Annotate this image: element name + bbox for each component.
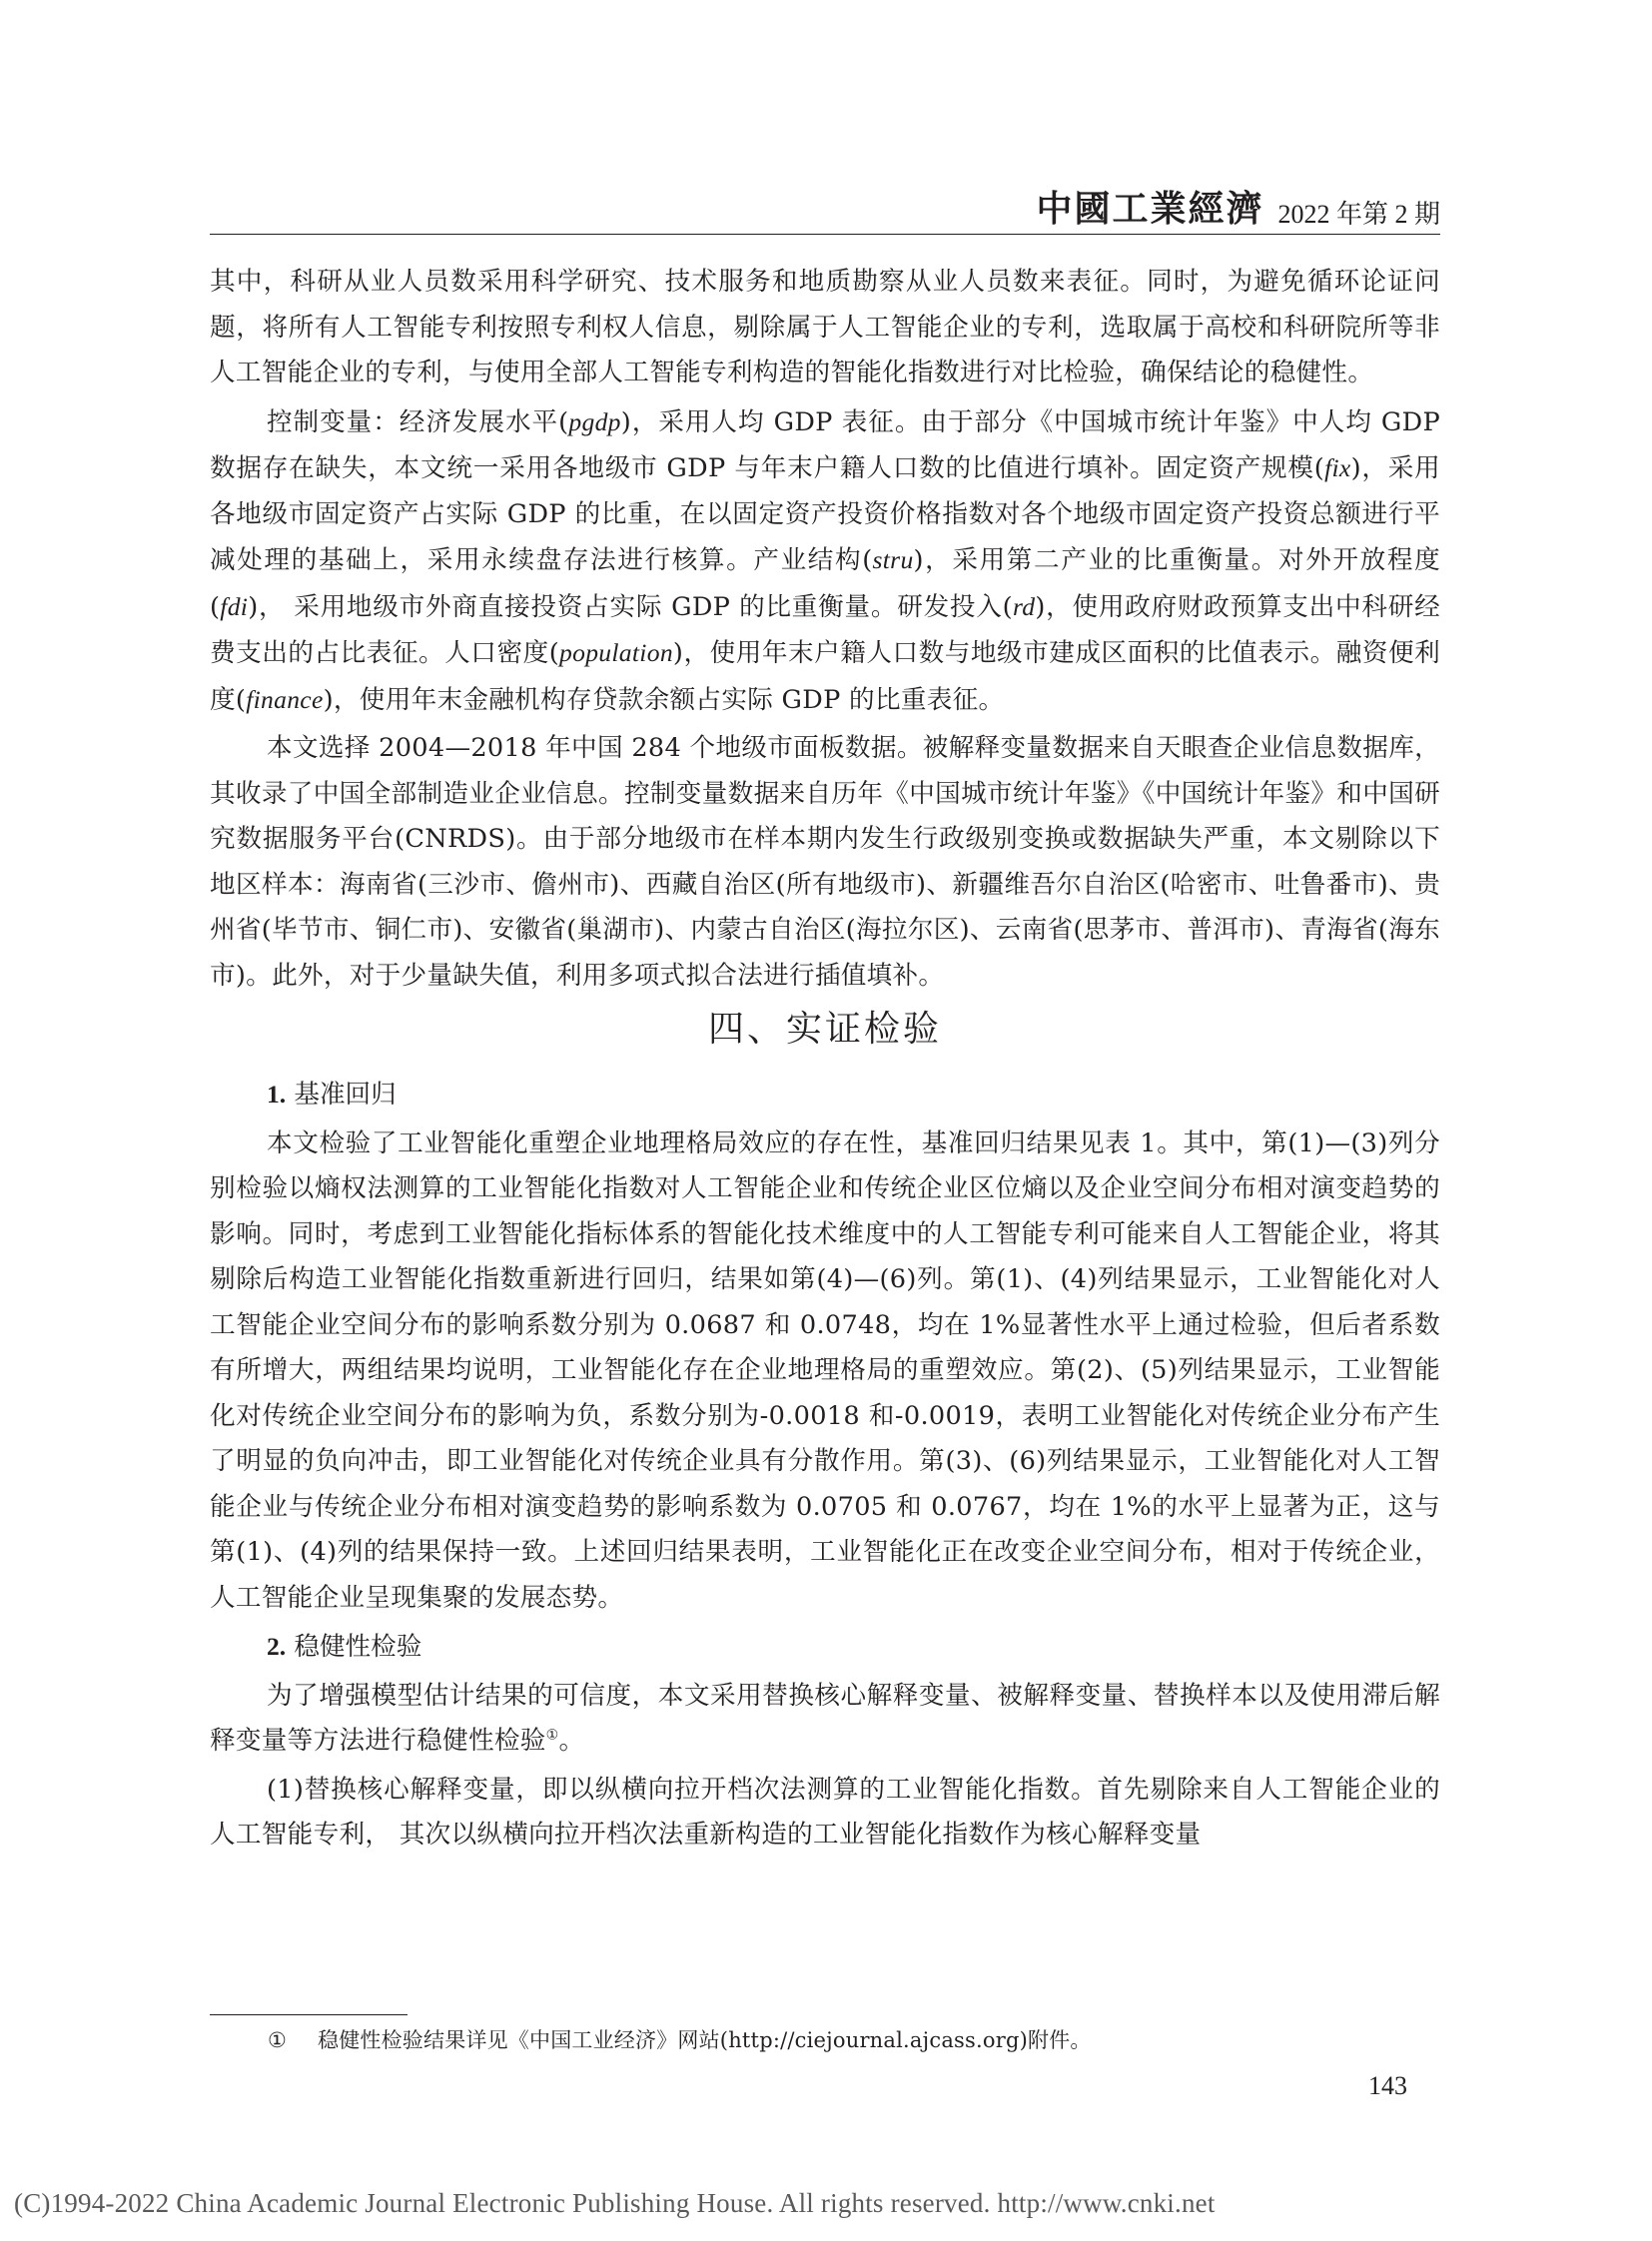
running-header — [210, 186, 1440, 235]
variable-pgdp: pgdp — [568, 406, 621, 436]
variable-fix: fix — [1324, 453, 1351, 482]
variable-stru: stru — [872, 545, 914, 574]
variable-population: population — [559, 638, 673, 667]
paragraph-1: 其中，科研从业人员数采用科学研究、技术服务和地质勘察从业人员数来表征。同时，为避免循环论证问题，将所有人工智能专利按照专利权人信息，剔除属于人工智能企业的专利，选取属于高校和科研院所等非人工智能企业的专利，与使用全部人工智能专利构造的智能化指数进行对比检验，确保结论的稳健性。 — [210, 267, 1440, 387]
footnote-reference[interactable]: ① — [545, 1727, 559, 1744]
variable-finance: finance — [246, 684, 324, 714]
footnote-text: 稳健性检验结果详见《中国工业经济》网站(http://ciejournal.ajcass.org)附件。 — [318, 2028, 1092, 2052]
variable-fdi: fdi — [220, 591, 249, 621]
footnote-mark: ① — [268, 2028, 288, 2052]
page-number: 143 — [1368, 2071, 1407, 2100]
copyright-line: (C)1994-2022 China Academic Journal Electronic Publishing House. All rights reserved. http://www.cnki.net — [14, 2188, 1216, 2218]
paragraph-control-variables: 控制变量：经济发展水平(pgdp)，采用人均 GDP 表征。由于部分《中国城市统计年鉴》中人均 GDP 数据存在缺失，本文统一采用各地级市 GDP 与年末户籍人口数的比值进行填补。固定资产规模(fix)，采用各地级市固定资产占实际 GDP 的比重，在以固定资产投资价格指数对各个地级市固定资产投资总额进行平减处理的基础上，采用永续盘存法进行核算。产业结构(stru)，采用第二产业的比重衡量。对外开放程度 (fdi)， 采用地级市外商直接投资占实际 GDP 的比重衡量。研发投入(rd)，使用政府财政预算支出中科研经费支出的占比表征。人口密度(population)，使用年末户籍人口数与地级市建成区面积的比值表示。融资便利度(finance)，使用年末金融机构存贷款余额占实际 GDP 的比重表征。 — [210, 406, 1440, 715]
journal-logo: 中國工業經濟 — [1036, 189, 1264, 230]
article-body — [210, 260, 1440, 1862]
issue-label: 2022 年第 2 期 — [1277, 200, 1440, 229]
paragraph-baseline: 本文检验了工业智能化重塑企业地理格局效应的存在性，基准回归结果见表 1。其中，第(1)—(3)列分别检验以熵权法测算的工业智能化指数对人工智能企业和传统企业区位熵以及企业空间分布相对演变趋势的影响。同时，考虑到工业智能化指标体系的智能化技术维度中的人工智能专利可能来自人工智能企业，将其剔除后构造工业智能化指数重新进行回归，结果如第(4)—(6)列。第(1)、(4)列结果显示，工业智能化对人工智能企业空间分布的影响系数分别为 0.0687 和 0.0748，均在 1%显著性水平上通过检验，但后者系数有所增大，两组结果均说明，工业智能化存在企业地理格局的重塑效应。第(2)、(5)列结果显示，工业智能化对传统企业空间分布的影响为负，系数分别为-0.0018 和-0.0019，表明工业智能化对传统企业分布产生了明显的负向冲击，即工业智能化对传统企业具有分散作用。第(3)、(6)列结果显示，工业智能化对人工智能企业与传统企业分布相对演变趋势的影响系数为 0.0705 和 0.0767，均在 1%的水平上显著为正，这与第(1)、(4)列的结果保持一致。上述回归结果表明，工业智能化正在改变企业空间分布，相对于传统企业，人工智能企业呈现集聚的发展态势。 — [210, 1127, 1440, 1613]
paragraph-robustness: 为了增强模型估计结果的可信度，本文采用替换核心解释变量、被解释变量、替换样本以及使用滞后解释变量等方法进行稳健性检验①。 — [210, 1680, 1440, 1756]
variable-rd: rd — [1012, 591, 1036, 621]
subsection-heading-baseline: 1. 基准回归 — [267, 1080, 397, 1110]
footnote — [268, 2025, 1092, 2055]
paragraph-replace-variable: (1)替换核心解释变量，即以纵横向拉开档次法测算的工业智能化指数。首先剔除来自人工智能企业的人工智能专利， 其次以纵横向拉开档次法重新构造的工业智能化指数作为核心解释变量 — [210, 1774, 1440, 1850]
subsection-heading-robustness: 2. 稳健性检验 — [267, 1632, 422, 1662]
footnote-divider — [210, 2014, 408, 2015]
section-title: 四、实证检验 — [707, 1009, 942, 1050]
paragraph-data-sources: 本文选择 2004—2018 年中国 284 个地级市面板数据。被解释变量数据来自天眼查企业信息数据库，其收录了中国全部制造业企业信息。控制变量数据来自历年《中国城市统计年鉴》《中国统计年鉴》和中国研究数据服务平台(CNRDS)。由于部分地级市在样本期内发生行政级别变换或数据缺失严重，本文剔除以下地区样本：海南省(三沙市、儋州市)、西藏自治区(所有地级市)、新疆维吾尔自治区(哈密市、吐鲁番市)、贵州省(毕节市、铜仁市)、安徽省(巢湖市)、内蒙古自治区(海拉尔区)、云南省(思茅市、普洱市)、青海省(海东市)。此外，对于少量缺失值，利用多项式拟合法进行插值填补。 — [210, 733, 1440, 991]
